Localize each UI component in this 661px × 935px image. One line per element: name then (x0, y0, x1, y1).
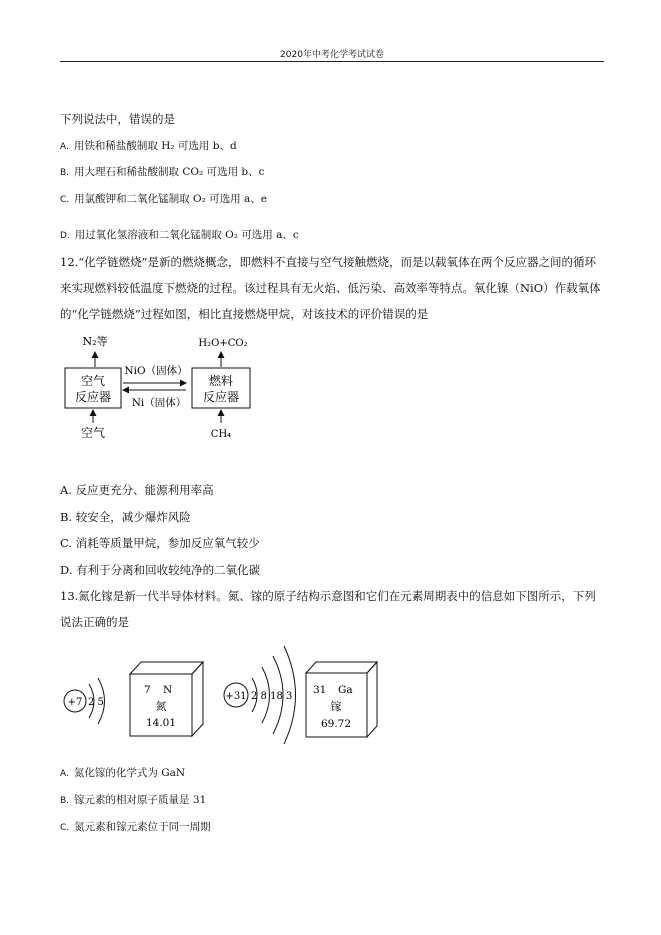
q-prev-stem: 下列说法中，错误的是 (60, 112, 175, 126)
header-rule (60, 61, 604, 62)
option-label: C. (60, 195, 70, 205)
q12-option-d: D. 有利于分离和回收较纯净的二氧化碳 (60, 563, 261, 577)
ni-label: Ni（固体） (131, 397, 187, 409)
page-header: 2020年中考化学考试试卷 (280, 50, 384, 60)
q-prev-option-a (60, 139, 237, 154)
option-text: 氮元素和镓元素位于同一周期 (74, 821, 211, 833)
ga-atomic-mass: 69.72 (320, 718, 352, 730)
fuel-inlet-label: CH₄ (210, 429, 232, 440)
air-inlet-label: 空气 (80, 426, 106, 440)
q12-option-a: A. 反应更充分、能源利用率高 (60, 483, 214, 497)
option-text: 用氯酸钾和二氧化锰制取 O₂ 可选用 a、e (74, 193, 267, 205)
n-atomic-mass: 14.01 (145, 717, 177, 729)
q13-stem-line1: 13.氮化镓是新一代半导体材料。氮、镓的原子结构示意图和它们在元素周期表中的信息如下图所示，下列 (60, 589, 596, 603)
q12-stem-line1: 12.“化学链燃烧”是新的燃烧概念，即燃料不直接与空气接触燃烧，而是以载氧体在两个反应器之间的循环 (60, 255, 597, 269)
option-text: 氮化镓的化学式为 GaN (73, 767, 186, 779)
n-shell-electrons: 2 5 (88, 697, 104, 708)
q12-option-c: C. 消耗等质量甲烷，参加反应氧气较少 (60, 536, 260, 550)
q-prev-option-d (60, 228, 299, 243)
atomic-structure-figure (55, 640, 395, 750)
nio-label: NiO（固体） (124, 365, 188, 377)
q13-option-a (60, 766, 185, 781)
n-symbol: N (163, 684, 173, 696)
option-text: 用大理石和稀盐酸制取 CO₂ 可选用 b、c (74, 166, 265, 178)
ga-symbol: Ga (338, 684, 353, 696)
ga-atomic-number: 31 (313, 684, 327, 696)
q-prev-option-c (60, 192, 267, 207)
air-outlet-label: N₂等 (82, 335, 108, 348)
q13-option-b (60, 793, 206, 808)
option-label: A. (60, 769, 69, 779)
q12-stem-line3: 的“化学链燃烧”过程如图，相比直接燃烧甲烷，对该技术的评价错误的是 (60, 307, 429, 321)
air-reactor-label-2: 反应器 (74, 390, 112, 404)
ga-cell-side (367, 662, 377, 737)
q13-option-c (60, 820, 211, 835)
ga-nucleus-charge: +31 (225, 691, 247, 702)
fuel-reactor-label-2: 反应器 (202, 390, 240, 404)
option-text: 用过氧化氢溶液和二氧化锰制取 O₂ 可选用 a、c (74, 229, 299, 241)
ga-name: 镓 (330, 700, 342, 713)
n-name: 氮 (155, 700, 167, 713)
n-cell-side (192, 662, 203, 736)
option-label: D. (60, 231, 70, 241)
q12-stem-line2: 来实现燃料较低温度下燃烧的过程。该过程具有无火焰、低污染、高效率等特点。氧化镍（NiO）作载氧体 (60, 281, 601, 295)
option-label: B. (60, 168, 70, 178)
option-label: C. (60, 823, 70, 833)
ga-shell-electrons: 2 8 18 3 (251, 691, 293, 702)
q-prev-option-b (60, 165, 265, 180)
chemical-looping-diagram (60, 330, 280, 445)
air-reactor-label-1: 空气 (80, 374, 106, 388)
ga-cell-top (306, 662, 377, 673)
n-nucleus-charge: +7 (67, 697, 83, 708)
q12-option-b: B. 较安全，减少爆炸风险 (60, 510, 191, 524)
q13-stem-line2: 说法正确的是 (60, 615, 129, 629)
option-label: B. (60, 796, 70, 806)
option-text: 镓元素的相对原子质量是 31 (74, 794, 207, 806)
option-text: 用铁和稀盐酸制取 H₂ 可选用 b、d (73, 140, 237, 152)
fuel-outlet-label: H₂O+CO₂ (198, 338, 248, 349)
n-atomic-number: 7 (144, 684, 151, 696)
option-label: A. (60, 142, 69, 152)
fuel-reactor-label-1: 燃料 (208, 374, 234, 388)
n-cell-top (130, 662, 203, 674)
